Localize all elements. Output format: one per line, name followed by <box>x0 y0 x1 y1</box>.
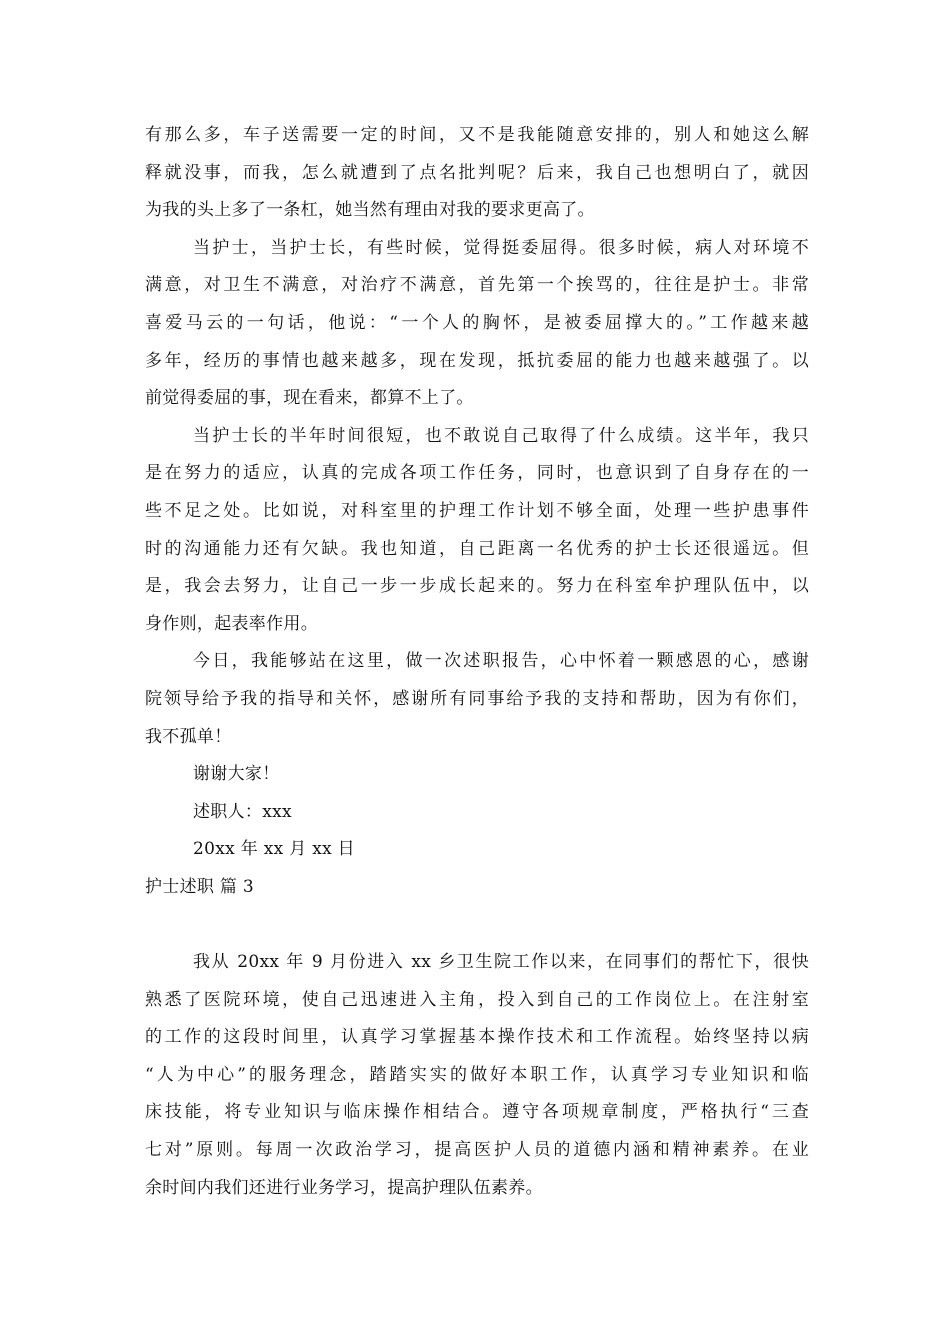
text-line: 多年，经历的事情也越来越多，现在发现，抵抗委屈的能力也越来越强了。以 <box>145 350 809 371</box>
section-title: 护士述职 篇 3 <box>145 876 255 897</box>
text-line: 满意，对卫生不满意，对治疗不满意，首先第一个挨骂的，往往是护士。非常 <box>145 275 809 296</box>
text-line: 当护士，当护士长，有些时候，觉得挺委屈得。很多时候，病人对环境不 <box>193 237 809 258</box>
text-line: 是，我会去努力，让自己一步一步成长起来的。努力在科室牟护理队伍中，以 <box>145 576 809 597</box>
paragraph-continuation <box>145 117 809 230</box>
text-line: “人为中心”的服务理念，踏踏实实的做好本职工作，认真学习专业知识和临 <box>145 1064 809 1085</box>
text-line: 今日，我能够站在这里，做一次述职报告，心中怀着一颗感恩的心，感谢 <box>193 651 809 672</box>
text-line: 七对”原则。每周一次政治学习，提高医护人员的道德内涵和精神素养。在业 <box>145 1140 809 1161</box>
text-line: 余时间内我们还进行业务学习，提高护理队伍素养。 <box>145 1177 543 1198</box>
text-line: 院领导给予我的指导和关怀，感谢所有同事给予我的支持和帮助，因为有你们， <box>145 688 809 709</box>
text-line: 熟悉了医院环境，使自己迅速进入主角，投入到自己的工作岗位上。在注射室 <box>145 989 809 1010</box>
date-line: 20xx 年 xx 月 xx 日 <box>193 839 355 860</box>
text-line: 喜爱马云的一句话，他说：“一个人的胸怀，是被委屈撑大的。”工作越来越 <box>145 312 809 333</box>
thanks-line: 谢谢大家！ <box>193 764 280 785</box>
paragraph-gratitude <box>145 643 809 756</box>
text-line: 为我的头上多了一条杠，她当然有理由对我的要求更高了。 <box>145 200 595 221</box>
paragraph-section-3 <box>145 944 809 1207</box>
text-line: 床技能，将专业知识与临床操作相结合。遵守各项规章制度，严格执行“三查 <box>145 1102 809 1123</box>
document-page <box>145 117 809 1207</box>
text-line: 我从 20xx 年 9 月份进入 xx 乡卫生院工作以来，在同事们的帮忙下，很快 <box>193 952 809 973</box>
text-line: 前觉得委屈的事，现在看来，都算不上了。 <box>145 388 474 409</box>
text-line: 我不孤单！ <box>145 726 232 747</box>
paragraph-half-year <box>145 418 809 644</box>
text-line: 时的沟通能力还有欠缺。我也知道，自己距离一名优秀的护士长还很遥远。但 <box>145 538 809 559</box>
text-line: 身作则，起表率作用。 <box>145 613 318 634</box>
signer-line: 述职人：xxx <box>193 801 292 822</box>
text-line: 是在努力的适应，认真的完成各项工作任务，同时，也意识到了自身存在的一 <box>145 463 809 484</box>
blank-line <box>145 906 809 944</box>
text-line: 释就没事，而我，怎么就遭到了点名批判呢？后来，我自己也想明白了，就因 <box>145 162 809 183</box>
text-line: 当护士长的半年时间很短，也不敢说自己取得了什么成绩。这半年，我只 <box>193 425 809 446</box>
paragraph-grievance <box>145 230 809 418</box>
text-line: 的工作的这段时间里，认真学习掌握基本操作技术和工作流程。始终坚持以病 <box>145 1027 809 1048</box>
text-line: 有那么多，车子送需要一定的时间，又不是我能随意安排的，别人和她这么解 <box>145 125 809 145</box>
text-line: 些不足之处。比如说，对科室里的护理工作计划不够全面，处理一些护患事件 <box>145 500 809 521</box>
